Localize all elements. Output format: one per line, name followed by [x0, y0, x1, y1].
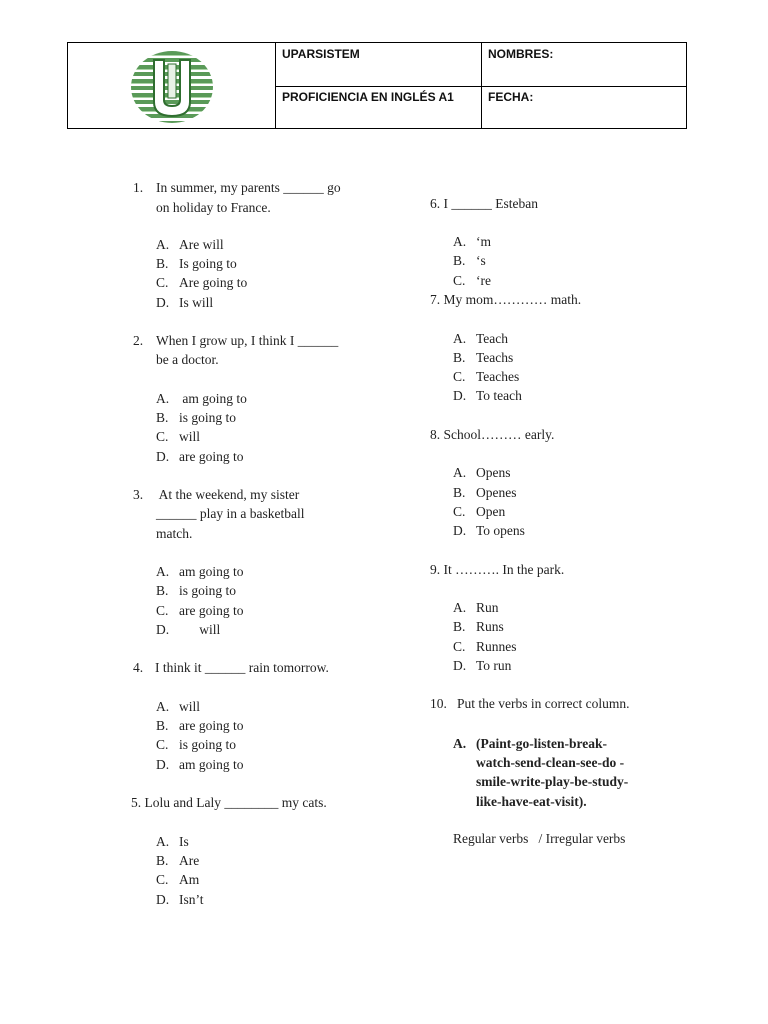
question-7-option: D. To teach	[453, 388, 522, 403]
question-2-option: A. am going to	[156, 391, 247, 406]
question-8-option: B. Openes	[453, 485, 517, 500]
question-5-option: C. Am	[156, 872, 200, 887]
question-7-text: 7. My mom………… math.	[430, 292, 582, 307]
question-4-option: B. are going to	[156, 718, 244, 733]
question-3-text: At the weekend, my sister	[156, 487, 300, 502]
question-10-number: 10.	[430, 696, 447, 711]
institution-name: UPARSISTEM	[282, 47, 360, 61]
question-3-option: A. am going to	[156, 564, 244, 579]
question-4-option: A. will	[156, 699, 201, 714]
question-9-option: B. Runs	[453, 619, 504, 634]
logo-cell	[68, 43, 276, 128]
date-field-label: FECHA:	[488, 90, 534, 104]
question-6-option: B. ‘s	[453, 253, 486, 268]
question-3-option: D. will	[156, 622, 221, 637]
question-2-text: When I grow up, I think I ______	[156, 333, 339, 348]
question-3-text-cont: match.	[156, 526, 193, 541]
question-7-option: B. Teachs	[453, 350, 514, 365]
question-3-option: C. are going to	[156, 603, 244, 618]
header-table	[67, 42, 687, 129]
question-4-number: 4.	[133, 660, 144, 675]
verb-list-line: watch-send-clean-see-do -	[476, 755, 625, 770]
question-1-option: B. Is going to	[156, 256, 237, 271]
question-6-option: C. ‘re	[453, 273, 491, 288]
question-8-option: A. Opens	[453, 465, 511, 480]
question-9-option: D. To run	[453, 658, 512, 673]
question-10-letter: A.	[453, 736, 467, 751]
verb-columns-label: Regular verbs / Irregular verbs	[453, 831, 626, 846]
verb-list-line: (Paint-go-listen-break-	[476, 736, 607, 751]
question-9-option: C. Runnes	[453, 639, 517, 654]
exam-title: PROFICIENCIA EN INGLÉS A1	[282, 90, 454, 104]
question-9-text: 9. It ………. In the park.	[430, 562, 565, 577]
question-10-text: Put the verbs in correct column.	[457, 696, 630, 711]
question-3-option: B. is going to	[156, 583, 237, 598]
question-2-option: D. are going to	[156, 449, 244, 464]
question-2-option: B. is going to	[156, 410, 237, 425]
question-1-text: In summer, my parents ______ go	[156, 180, 341, 195]
verb-list-line: like-have-eat-visit).	[476, 794, 587, 809]
question-4-text: I think it ______ rain tomorrow.	[155, 660, 329, 675]
question-2-option: C. will	[156, 429, 201, 444]
question-3-text-cont: ______ play in a basketball	[156, 506, 305, 521]
question-8-text: 8. School……… early.	[430, 427, 555, 442]
question-2-text-cont: be a doctor.	[156, 352, 219, 367]
question-5-option: A. Is	[156, 834, 189, 849]
question-7-option: A. Teach	[453, 331, 509, 346]
question-4-option: C. is going to	[156, 737, 237, 752]
question-5-text: 5. Lolu and Laly ________ my cats.	[131, 795, 327, 810]
question-6-text: 6. I ______ Esteban	[430, 196, 538, 211]
question-1-option: C. Are going to	[156, 275, 248, 290]
question-8-option: D. To opens	[453, 523, 525, 538]
question-8-option: C. Open	[453, 504, 506, 519]
question-9-option: A. Run	[453, 600, 499, 615]
question-2-number: 2.	[133, 333, 144, 348]
question-1-option: D. Is will	[156, 295, 214, 310]
question-4-option: D. am going to	[156, 757, 244, 772]
question-5-option: B. Are	[156, 853, 200, 868]
names-field-label: NOMBRES:	[488, 47, 554, 61]
question-1-text-cont: on holiday to France.	[156, 200, 271, 215]
verb-list-line: smile-write-play-be-study-	[476, 774, 629, 789]
question-6-option: A. ‘m	[453, 234, 491, 249]
question-5-option: D. Isn’t	[156, 892, 204, 907]
question-3-number: 3.	[133, 487, 144, 502]
uparsistem-logo	[130, 50, 214, 124]
question-1-option: A. Are will	[156, 237, 224, 252]
question-7-option: C. Teaches	[453, 369, 520, 384]
question-1-number: 1.	[133, 180, 144, 195]
